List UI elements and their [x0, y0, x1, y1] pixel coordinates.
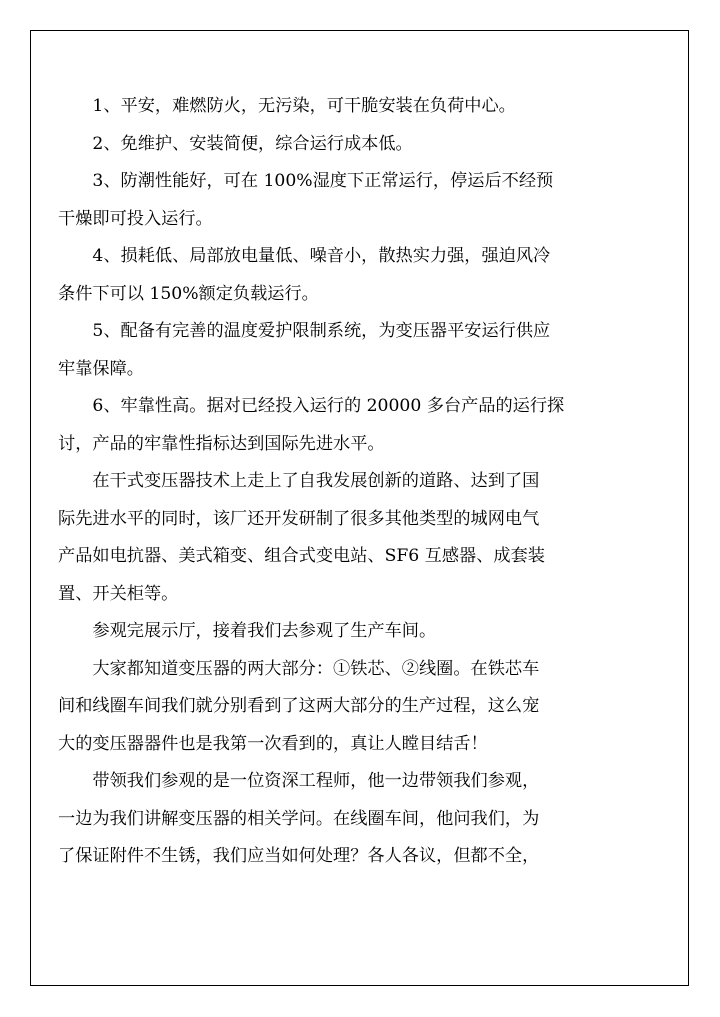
text-line: 产品如电抗器、美式箱变、组合式变电站、SF6 互感器、成套装 — [58, 546, 545, 566]
text-line: 3、防潮性能好，可在 100%湿度下正常运行，停运后不经预 — [92, 171, 554, 191]
text-line: 一边为我们讲解变压器的相关学问。在线圈车间，他问我们，为 — [58, 808, 540, 829]
paragraph-5 — [58, 313, 661, 388]
paragraph-9 — [58, 651, 661, 764]
text-line: 大家都知道变压器的两大部分：①铁芯、②线圈。在铁芯车 — [92, 658, 540, 679]
text-line: 参观完展示厅，接着我们去参观了生产车间。 — [92, 621, 437, 641]
text-line: 带领我们参观的是一位资深工程师，他一边带领我们参观， — [92, 771, 540, 791]
paragraph-4 — [58, 238, 661, 313]
text-line: 牢靠保障。 — [58, 358, 144, 379]
paragraph-7 — [58, 463, 661, 613]
text-line: 6、牢靠性高。据对已经投入运行的 20000 多台产品的运行探 — [92, 396, 565, 416]
text-line: 条件下可以 150%额定负载运行。 — [58, 283, 319, 304]
paragraph-8 — [58, 613, 661, 651]
paragraph-3 — [58, 163, 661, 238]
text-line: 4、损耗低、局部放电量低、噪音小，散热实力强，强迫风冷 — [92, 246, 551, 266]
text-line: 讨，产品的牢靠性指标达到国际先进水平。 — [58, 433, 385, 454]
text-line: 大的变压器器件也是我第一次看到的，真让人瞠目结舌！ — [58, 733, 488, 754]
document-body — [58, 88, 661, 876]
text-line: 在干式变压器技术上走上了自我发展创新的道路、达到了国 — [92, 471, 540, 491]
text-line: 2、免维护、安装简便，综合运行成本低。 — [92, 133, 413, 154]
text-line: 际先进水平的同时，该厂还开发研制了很多其他类型的城网电气 — [58, 508, 540, 529]
paragraph-1 — [58, 88, 661, 126]
text-line: 置、开关柜等。 — [58, 583, 179, 604]
text-line: 了保证附件不生锈，我们应当如何处理？各人各议，但都不全， — [58, 846, 540, 866]
text-line: 干燥即可投入运行。 — [58, 208, 213, 229]
paragraph-6 — [58, 388, 661, 463]
text-line: 5、配备有完善的温度爱护限制系统，为变压器平安运行供应 — [92, 321, 551, 341]
text-line: 间和线圈车间我们就分别看到了这两大部分的生产过程，这么宠 — [58, 696, 540, 716]
paragraph-10 — [58, 763, 661, 876]
text-line: 1、平安，难燃防火，无污染，可干脆安装在负荷中心。 — [92, 96, 516, 116]
paragraph-2 — [58, 126, 661, 164]
